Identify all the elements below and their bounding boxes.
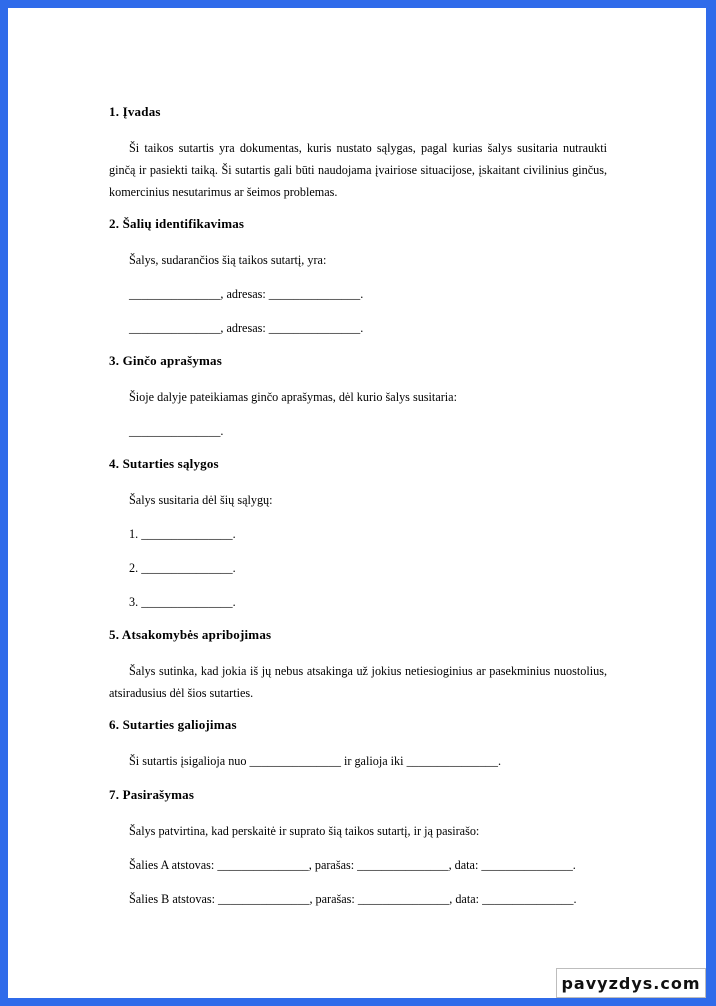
watermark-logo: pavyzdys.com: [556, 968, 706, 998]
section-dispute: [109, 353, 607, 442]
dispute-line: _______________.: [129, 424, 224, 438]
section-title: 7. Pasirašymas: [109, 787, 195, 802]
section-conditions: [109, 456, 607, 613]
condition-item: 1. _______________.: [129, 527, 236, 541]
condition-item: 3. _______________.: [129, 595, 236, 609]
section-title: 6. Sutarties galiojimas: [109, 717, 237, 732]
section-signing: [109, 787, 607, 910]
section-parties: [109, 216, 607, 339]
section-intro-text: Šalys susitaria dėl šių sąlygų:: [129, 493, 273, 507]
party-line-2: _______________, adresas: _______________.: [129, 321, 364, 335]
document-page: [8, 8, 706, 998]
section-liability: [109, 627, 607, 704]
section-validity: [109, 717, 607, 772]
party-line-1: _______________, adresas: _______________.: [129, 287, 364, 301]
signature-line-a: Šalies A atstovas: _______________, parašas: _______________, data: _______________.: [129, 858, 576, 872]
section-title: 3. Ginčo aprašymas: [109, 353, 223, 368]
section-title: 2. Šalių identifikavimas: [109, 216, 245, 231]
section-body: Ši taikos sutartis yra dokumentas, kuris nustato sąlygas, pagal kurias šalys susitaria nutraukti ginčą ir pasiekti taiką. Ši sutartis gali būti naudojama įvairiose situacijose, įskaitant civilinius ginčus, komercinius nesutarimus ar šeimos problemas.: [109, 141, 607, 199]
section-intro: [109, 104, 607, 203]
section-intro-text: Šalys, sudarančios šią taikos sutartį, yra:: [129, 253, 327, 267]
section-intro-text: Šioje dalyje pateikiamas ginčo aprašymas, dėl kurio šalys susitaria:: [129, 390, 457, 404]
section-title: 5. Atsakomybės apribojimas: [109, 627, 272, 642]
section-title: 1. Įvadas: [109, 104, 161, 119]
section-body: Šalys sutinka, kad jokia iš jų nebus atsakinga už jokius netiesioginius ar pasekminius nuostolius, atsiradusius dėl šios sutarties.: [109, 664, 607, 700]
section-intro-text: Šalys patvirtina, kad perskaitė ir suprato šią taikos sutartį, ir ją pasirašo:: [129, 824, 480, 838]
section-title: 4. Sutarties sąlygos: [109, 456, 219, 471]
condition-item: 2. _______________.: [129, 561, 236, 575]
signature-line-b: Šalies B atstovas: _______________, parašas: _______________, data: _______________.: [129, 892, 577, 906]
section-body: Ši sutartis įsigalioja nuo _______________ ir galioja iki _______________.: [129, 754, 502, 768]
